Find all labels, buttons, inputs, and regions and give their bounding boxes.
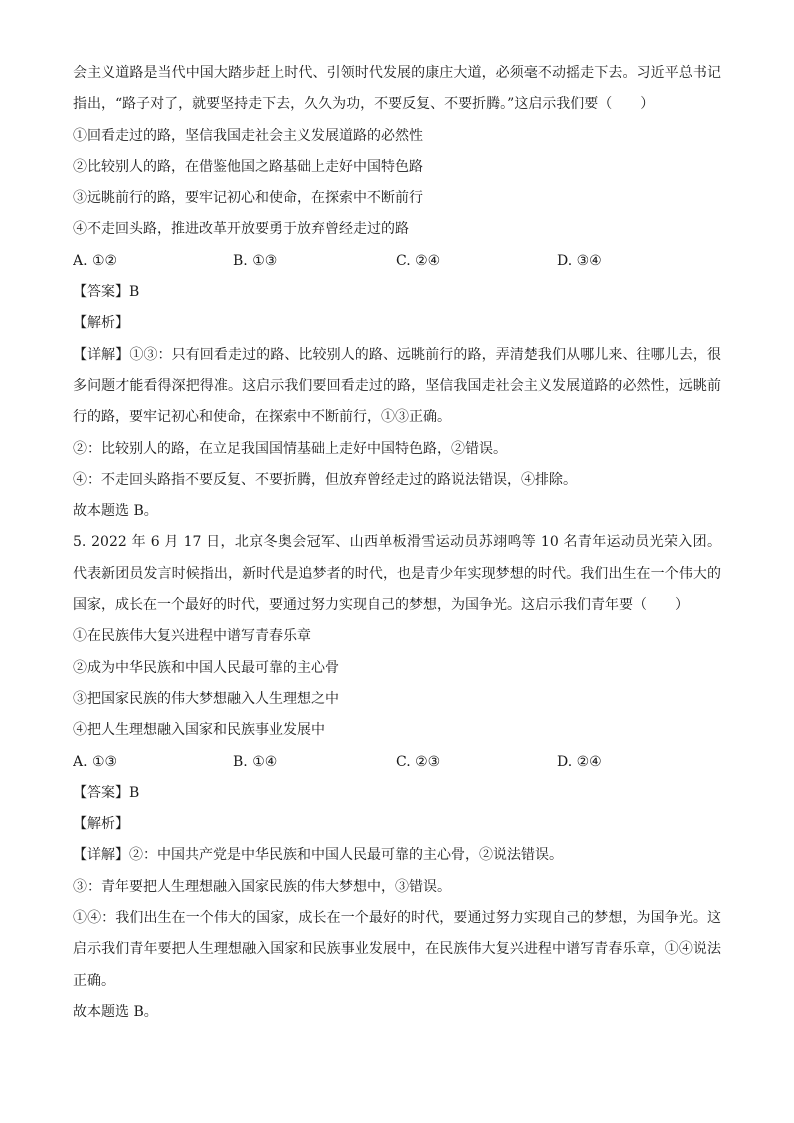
analysis-detail-line: 【详解】①③：只有回看走过的路、比较别人的路、远眺前行的路，弄清楚我们从哪儿来、往哪儿去，很 <box>73 346 721 363</box>
answer-value: B <box>129 284 140 301</box>
choice-statement: ④把人生理想融入国家和民族事业发展中 <box>73 722 325 739</box>
question-stem-line: 5. 2022 年 6 月 17 日，北京冬奥会冠军、山西单板滑雪运动员苏翊鸣等 10 名青年运动员光荣入团。 <box>73 534 721 551</box>
choice-statement: ①在民族伟大复兴进程中谱写青春乐章 <box>73 628 311 645</box>
question-stem-line: 指出，“路子对了，就要坚持走下去，久久为功，不要反复、不要折腾。”这启示我们要（ ） <box>73 96 655 113</box>
question-stem-line: 国家，成长在一个最好的时代，要通过努力实现自己的梦想，为国争光。这启示我们青年要（ ） <box>73 597 689 614</box>
choice-statement: ②成为中华民族和中国人民最可靠的主心骨 <box>73 659 339 676</box>
option-c: C. ②④ <box>396 252 441 269</box>
option-c: C. ②③ <box>396 753 441 770</box>
choice-statement: ①回看走过的路，坚信我国走社会主义发展道路的必然性 <box>73 127 423 144</box>
question-stem-line: 会主义道路是当代中国大踏步赶上时代、引领时代发展的康庄大道，必须毫不动摇走下去。习近平总书记 <box>73 65 721 81</box>
analysis-detail-line: 【详解】②：中国共产党是中华民族和中国人民最可靠的主心骨，②说法错误。 <box>73 847 563 864</box>
document-page <box>73 58 721 1028</box>
analysis-detail-line: 行的路，要牢记初心和使命，在探索中不断前行，①③正确。 <box>73 409 451 426</box>
choice-statement: ③远眺前行的路，要牢记初心和使命，在探索中不断前行 <box>73 190 423 207</box>
answer-label: 【答案】 <box>73 784 129 801</box>
analysis-detail-line: 多问题才能看得深把得准。这启示我们要回看走过的路，坚信我国走社会主义发展道路的必然性，远眺前 <box>73 377 721 394</box>
analysis-detail-line: ②：比较别人的路，在立足我国国情基础上走好中国特色路，②错误。 <box>73 440 507 457</box>
question-5 <box>73 527 721 1028</box>
analysis-detail-line: ①④：我们出生在一个伟大的国家，成长在一个最好的时代，要通过努力实现自己的梦想，为国争光。这 <box>73 910 721 927</box>
conclusion-line: 故本题选 B。 <box>73 1003 158 1020</box>
answer-value: B <box>129 784 140 801</box>
analysis-detail-line: 正确。 <box>73 972 115 989</box>
conclusion-line: 故本题选 B。 <box>73 503 158 520</box>
answer-line <box>73 778 721 809</box>
analysis-label: 【解析】 <box>73 816 129 833</box>
option-a: A. ①② <box>73 252 118 269</box>
option-a: A. ①③ <box>73 753 118 770</box>
option-d: D. ②④ <box>557 753 602 770</box>
answer-options <box>73 747 721 778</box>
answer-line <box>73 277 721 308</box>
analysis-detail-line: ④：不走回头路指不要反复、不要折腾，但放弃曾经走过的路说法错误，④排除。 <box>73 471 577 488</box>
choice-statement: ②比较别人的路，在借鉴他国之路基础上走好中国特色路 <box>73 158 423 175</box>
analysis-detail-line: ③：青年要把人生理想融入国家民族的伟大梦想中，③错误。 <box>73 878 451 895</box>
answer-label: 【答案】 <box>73 284 129 301</box>
question-4 <box>73 58 721 527</box>
answer-options <box>73 246 721 277</box>
analysis-detail-line: 启示我们青年要把人生理想融入国家和民族事业发展中，在民族伟大复兴进程中谱写青春乐章，①④说法 <box>73 941 721 958</box>
choice-statement: ③把国家民族的伟大梦想融入人生理想之中 <box>73 690 339 707</box>
question-stem-line: 代表新团员发言时候指出，新时代是追梦者的时代，也是青少年实现梦想的时代。我们出生在一个伟大的 <box>73 565 721 582</box>
option-b: B. ①③ <box>233 252 278 269</box>
option-b: B. ①④ <box>233 753 278 770</box>
option-d: D. ③④ <box>557 252 602 269</box>
choice-statement: ④不走回头路，推进改革开放要勇于放弃曾经走过的路 <box>73 221 409 238</box>
analysis-label: 【解析】 <box>73 315 129 332</box>
